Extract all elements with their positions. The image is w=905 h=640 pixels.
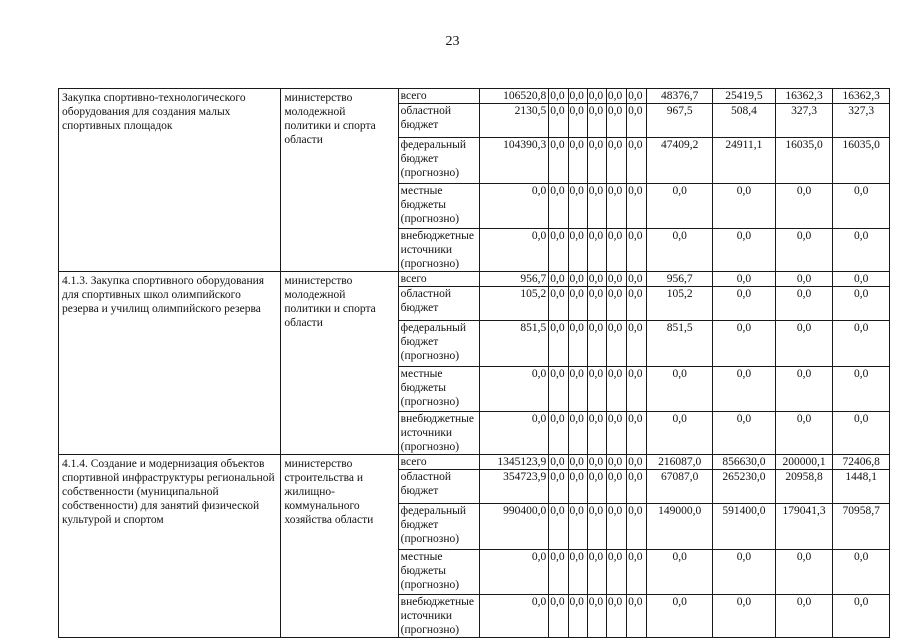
year-amount-cell: 0,0	[606, 184, 626, 229]
year-amount-cell: 25419,5	[713, 89, 776, 104]
event-name-cell: Закупка спортивно-технологического оборудования для создания малых спортивных площадок	[59, 89, 281, 272]
year-amount-cell: 67087,0	[647, 470, 713, 504]
year-amount-cell: 0,0	[587, 287, 606, 321]
year-amount-cell: 0,0	[627, 104, 647, 138]
year-amount-cell: 0,0	[549, 455, 568, 470]
year-amount-cell: 0,0	[549, 595, 568, 638]
year-amount-cell: 0,0	[587, 138, 606, 184]
total-amount-cell: 0,0	[479, 595, 549, 638]
year-amount-cell: 0,0	[549, 412, 568, 455]
year-amount-cell: 0,0	[647, 367, 713, 412]
year-amount-cell: 0,0	[713, 412, 776, 455]
year-amount-cell: 0,0	[587, 367, 606, 412]
year-amount-cell: 0,0	[587, 455, 606, 470]
funding-source-federal-budget: федеральный бюджет (прогнозно)	[398, 321, 479, 367]
year-amount-cell: 0,0	[587, 89, 606, 104]
year-amount-cell: 0,0	[833, 550, 890, 595]
funding-source-local-budgets: местные бюджеты (прогнозно)	[398, 367, 479, 412]
funding-source-federal-budget: федеральный бюджет (прогнозно)	[398, 138, 479, 184]
year-amount-cell: 0,0	[568, 287, 587, 321]
total-amount-cell: 0,0	[479, 367, 549, 412]
year-amount-cell: 0,0	[833, 287, 890, 321]
year-amount-cell: 0,0	[606, 272, 626, 287]
year-amount-cell: 851,5	[647, 321, 713, 367]
year-amount-cell: 0,0	[647, 550, 713, 595]
year-amount-cell: 105,2	[647, 287, 713, 321]
year-amount-cell: 16035,0	[775, 138, 833, 184]
year-amount-cell: 0,0	[606, 104, 626, 138]
year-amount-cell: 0,0	[587, 550, 606, 595]
year-amount-cell: 0,0	[606, 455, 626, 470]
year-amount-cell: 0,0	[587, 470, 606, 504]
year-amount-cell: 0,0	[587, 272, 606, 287]
year-amount-cell: 0,0	[568, 550, 587, 595]
year-amount-cell: 0,0	[647, 229, 713, 272]
year-amount-cell: 0,0	[549, 504, 568, 550]
year-amount-cell: 0,0	[627, 550, 647, 595]
table-row	[59, 272, 890, 287]
year-amount-cell: 0,0	[568, 595, 587, 638]
budget-table-body	[59, 89, 890, 638]
year-amount-cell: 0,0	[775, 550, 833, 595]
funding-source-total: всего	[398, 89, 479, 104]
year-amount-cell: 0,0	[713, 184, 776, 229]
year-amount-cell: 0,0	[549, 104, 568, 138]
year-amount-cell: 0,0	[568, 138, 587, 184]
year-amount-cell: 0,0	[606, 89, 626, 104]
year-amount-cell: 0,0	[647, 595, 713, 638]
year-amount-cell: 0,0	[775, 321, 833, 367]
year-amount-cell: 0,0	[606, 504, 626, 550]
executor-cell: министерство молодежной политики и спорта области	[281, 89, 398, 272]
year-amount-cell: 0,0	[713, 287, 776, 321]
year-amount-cell: 0,0	[587, 321, 606, 367]
year-amount-cell: 0,0	[606, 470, 626, 504]
year-amount-cell: 24911,1	[713, 138, 776, 184]
funding-source-regional-budget: областной бюджет	[398, 470, 479, 504]
year-amount-cell: 0,0	[549, 229, 568, 272]
funding-source-regional-budget: областной бюджет	[398, 287, 479, 321]
year-amount-cell: 0,0	[549, 287, 568, 321]
year-amount-cell: 16362,3	[775, 89, 833, 104]
funding-source-local-budgets: местные бюджеты (прогнозно)	[398, 184, 479, 229]
year-amount-cell: 0,0	[587, 595, 606, 638]
year-amount-cell: 0,0	[549, 272, 568, 287]
year-amount-cell: 0,0	[549, 367, 568, 412]
year-amount-cell: 0,0	[606, 550, 626, 595]
total-amount-cell: 104390,3	[479, 138, 549, 184]
year-amount-cell: 0,0	[587, 104, 606, 138]
year-amount-cell: 0,0	[833, 184, 890, 229]
year-amount-cell: 0,0	[627, 504, 647, 550]
year-amount-cell: 0,0	[627, 287, 647, 321]
year-amount-cell: 0,0	[606, 229, 626, 272]
year-amount-cell: 0,0	[775, 229, 833, 272]
funding-source-total: всего	[398, 272, 479, 287]
year-amount-cell: 0,0	[568, 272, 587, 287]
year-amount-cell: 0,0	[627, 229, 647, 272]
year-amount-cell: 327,3	[833, 104, 890, 138]
total-amount-cell: 1345123,9	[479, 455, 549, 470]
executor-cell: министерство молодежной политики и спорта области	[281, 272, 398, 455]
year-amount-cell: 0,0	[713, 550, 776, 595]
event-name-cell: 4.1.3. Закупка спортивного оборудования для спортивных школ олимпийского резерва и училищ олимпийского резерва	[59, 272, 281, 455]
year-amount-cell: 0,0	[549, 138, 568, 184]
year-amount-cell: 0,0	[568, 470, 587, 504]
year-amount-cell: 0,0	[587, 412, 606, 455]
year-amount-cell: 0,0	[775, 287, 833, 321]
year-amount-cell: 0,0	[627, 595, 647, 638]
year-amount-cell: 0,0	[713, 595, 776, 638]
year-amount-cell: 0,0	[549, 89, 568, 104]
funding-source-extrabudgetary-sources: внебюджетные источники (прогнозно)	[398, 229, 479, 272]
year-amount-cell: 200000,1	[775, 455, 833, 470]
year-amount-cell: 0,0	[549, 550, 568, 595]
year-amount-cell: 591400,0	[713, 504, 776, 550]
total-amount-cell: 990400,0	[479, 504, 549, 550]
year-amount-cell: 0,0	[587, 184, 606, 229]
year-amount-cell: 0,0	[568, 321, 587, 367]
year-amount-cell: 216087,0	[647, 455, 713, 470]
year-amount-cell: 0,0	[627, 89, 647, 104]
year-amount-cell: 0,0	[587, 504, 606, 550]
total-amount-cell: 105,2	[479, 287, 549, 321]
year-amount-cell: 149000,0	[647, 504, 713, 550]
total-amount-cell: 106520,8	[479, 89, 549, 104]
year-amount-cell: 508,4	[713, 104, 776, 138]
total-amount-cell: 0,0	[479, 229, 549, 272]
year-amount-cell: 856630,0	[713, 455, 776, 470]
year-amount-cell: 327,3	[775, 104, 833, 138]
table-row	[59, 455, 890, 470]
year-amount-cell: 0,0	[775, 184, 833, 229]
funding-source-extrabudgetary-sources: внебюджетные источники (прогнозно)	[398, 595, 479, 638]
table-row	[59, 89, 890, 104]
year-amount-cell: 0,0	[627, 455, 647, 470]
year-amount-cell: 0,0	[606, 367, 626, 412]
year-amount-cell: 0,0	[775, 412, 833, 455]
year-amount-cell: 16362,3	[833, 89, 890, 104]
year-amount-cell: 967,5	[647, 104, 713, 138]
total-amount-cell: 0,0	[479, 550, 549, 595]
total-amount-cell: 956,7	[479, 272, 549, 287]
total-amount-cell: 2130,5	[479, 104, 549, 138]
year-amount-cell: 0,0	[713, 229, 776, 272]
year-amount-cell: 0,0	[833, 229, 890, 272]
year-amount-cell: 265230,0	[713, 470, 776, 504]
year-amount-cell: 0,0	[606, 321, 626, 367]
year-amount-cell: 0,0	[713, 321, 776, 367]
funding-source-local-budgets: местные бюджеты (прогнозно)	[398, 550, 479, 595]
year-amount-cell: 48376,7	[647, 89, 713, 104]
funding-source-total: всего	[398, 455, 479, 470]
year-amount-cell: 0,0	[568, 89, 587, 104]
total-amount-cell: 0,0	[479, 184, 549, 229]
year-amount-cell: 0,0	[568, 412, 587, 455]
year-amount-cell: 0,0	[627, 367, 647, 412]
year-amount-cell: 0,0	[549, 470, 568, 504]
year-amount-cell: 0,0	[833, 321, 890, 367]
year-amount-cell: 0,0	[606, 595, 626, 638]
year-amount-cell: 0,0	[568, 184, 587, 229]
total-amount-cell: 0,0	[479, 412, 549, 455]
year-amount-cell: 0,0	[549, 321, 568, 367]
year-amount-cell: 0,0	[775, 367, 833, 412]
year-amount-cell: 0,0	[587, 229, 606, 272]
year-amount-cell: 0,0	[833, 272, 890, 287]
year-amount-cell: 0,0	[606, 138, 626, 184]
year-amount-cell: 72406,8	[833, 455, 890, 470]
event-name-cell: 4.1.4. Создание и модернизация объектов спортивной инфраструктуры региональной собственности (муниципальной собственности) для занятий физической культурой и спортом	[59, 455, 281, 638]
year-amount-cell: 0,0	[549, 184, 568, 229]
year-amount-cell: 20958,8	[775, 470, 833, 504]
year-amount-cell: 0,0	[627, 321, 647, 367]
year-amount-cell: 179041,3	[775, 504, 833, 550]
funding-source-regional-budget: областной бюджет	[398, 104, 479, 138]
year-amount-cell: 0,0	[568, 455, 587, 470]
year-amount-cell: 956,7	[647, 272, 713, 287]
year-amount-cell: 0,0	[606, 412, 626, 455]
year-amount-cell: 0,0	[775, 595, 833, 638]
year-amount-cell: 0,0	[568, 229, 587, 272]
year-amount-cell: 0,0	[568, 104, 587, 138]
year-amount-cell: 70958,7	[833, 504, 890, 550]
year-amount-cell: 0,0	[627, 470, 647, 504]
year-amount-cell: 0,0	[713, 367, 776, 412]
year-amount-cell: 0,0	[627, 184, 647, 229]
year-amount-cell: 0,0	[833, 412, 890, 455]
year-amount-cell: 1448,1	[833, 470, 890, 504]
page-number: 23	[445, 34, 460, 49]
year-amount-cell: 0,0	[627, 412, 647, 455]
year-amount-cell: 0,0	[568, 504, 587, 550]
year-amount-cell: 0,0	[647, 412, 713, 455]
year-amount-cell: 0,0	[775, 272, 833, 287]
funding-source-extrabudgetary-sources: внебюджетные источники (прогнозно)	[398, 412, 479, 455]
year-amount-cell: 0,0	[568, 367, 587, 412]
year-amount-cell: 0,0	[647, 184, 713, 229]
funding-source-federal-budget: федеральный бюджет (прогнозно)	[398, 504, 479, 550]
executor-cell: министерство строительства и жилищно-коммунального хозяйства области	[281, 455, 398, 638]
year-amount-cell: 0,0	[833, 367, 890, 412]
year-amount-cell: 0,0	[606, 287, 626, 321]
budget-table	[58, 88, 890, 638]
year-amount-cell: 16035,0	[833, 138, 890, 184]
total-amount-cell: 354723,9	[479, 470, 549, 504]
year-amount-cell: 47409,2	[647, 138, 713, 184]
total-amount-cell: 851,5	[479, 321, 549, 367]
year-amount-cell: 0,0	[713, 272, 776, 287]
year-amount-cell: 0,0	[627, 272, 647, 287]
year-amount-cell: 0,0	[833, 595, 890, 638]
year-amount-cell: 0,0	[627, 138, 647, 184]
